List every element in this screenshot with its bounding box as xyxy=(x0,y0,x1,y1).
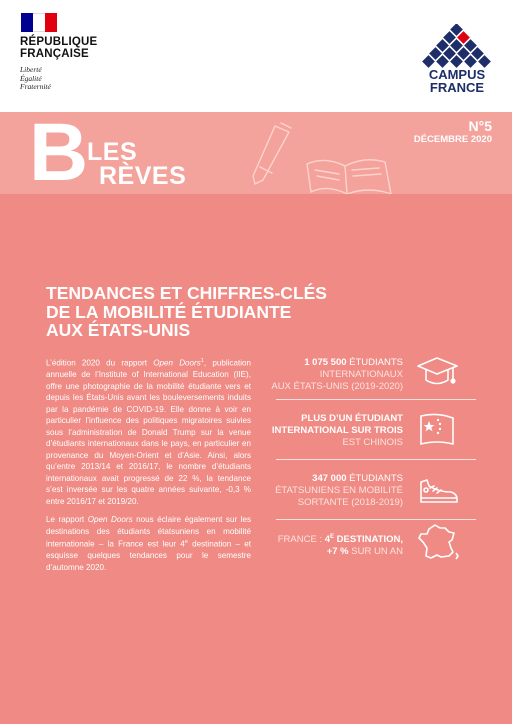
stat-divider xyxy=(276,459,476,460)
stat-divider xyxy=(276,399,476,400)
brand-word-reves: RÈVES xyxy=(99,162,187,190)
issue-date: DÉCEMBRE 2020 xyxy=(413,134,492,145)
issue-number: N°5 xyxy=(468,118,492,134)
brand-letter: B xyxy=(29,107,89,198)
pen-and-notebook-icon xyxy=(215,118,405,194)
issue-info xyxy=(414,118,492,146)
campus-france-name: CAMPUS FRANCE xyxy=(428,67,486,95)
stat-divider xyxy=(276,519,476,520)
republic-motto: Liberté Égalité Fraternité xyxy=(20,65,51,91)
stat-us-outgoing-students: 347 000 ÉTUDIANTS ÉTATSUNIENS EN MOBILITÉ SORTANTE (2018-2019) xyxy=(275,473,403,508)
french-republic-flag-icon xyxy=(21,13,57,32)
graduation-cap-icon xyxy=(415,352,460,392)
sneaker-icon xyxy=(415,470,460,510)
republic-name: RÉPUBLIQUE FRANÇAISE xyxy=(20,36,98,60)
stat-chinese-students: PLUS D’UN ÉTUDIANT INTERNATIONAL SUR TROIS EST CHINOIS xyxy=(271,413,403,448)
stat-france-destination: FRANCE : $4^E$ DESTINATION, +7 % SUR UN AN xyxy=(277,534,403,558)
china-flag-icon xyxy=(415,410,460,450)
france-map-icon xyxy=(415,522,460,562)
campus-france-logo-icon xyxy=(421,24,493,68)
brand-word-les: LES xyxy=(87,138,138,166)
page-title: TENDANCES ET CHIFFRES-CLÉS DE LA MOBILITÉ ÉTUDIANTE AUX ÉTATS-UNIS xyxy=(46,283,327,340)
stat-international-students: 1 075 500 ÉTUDIANTS INTERNATIONAUX AUX ÉTATS-UNIS (2019-2020) xyxy=(271,357,403,392)
intro-paragraph-1: L’édition 2020 du rapport Open Doors$^1$, publication annuelle de l’Institute of International Education (IIE), offre une photographie de la mobilité étudiante vers et depuis les États-Unis avant les bouleversements induits par la pandémie de COVID-19. Elle donne à voir en particulier l’influence des politiques migratoires suivies sous l’administration de Donald Trump sur la venue d’étudiants internationaux dans le pays, en particulier en provenance du Moyen-Orient et d’Asie. Ainsi, alors qu’entre 2013/14 et 2016/17, le nombre d’étudiants internationaux avait progressé de 22 %, la tendance s’est inversée sur les quatre années suivante, -0,3 % entre 2016/17 et 2019/20. xyxy=(46,358,252,506)
intro-text xyxy=(46,356,251,580)
intro-paragraph-2: Le rapport Open Doors nous éclaire également sur les destinations des étudiants étatsuniens en mobilité internationale – la France est leur 4e destination – et esquisse quelques tendances pour le semestre d’automne 2020. xyxy=(46,515,252,572)
